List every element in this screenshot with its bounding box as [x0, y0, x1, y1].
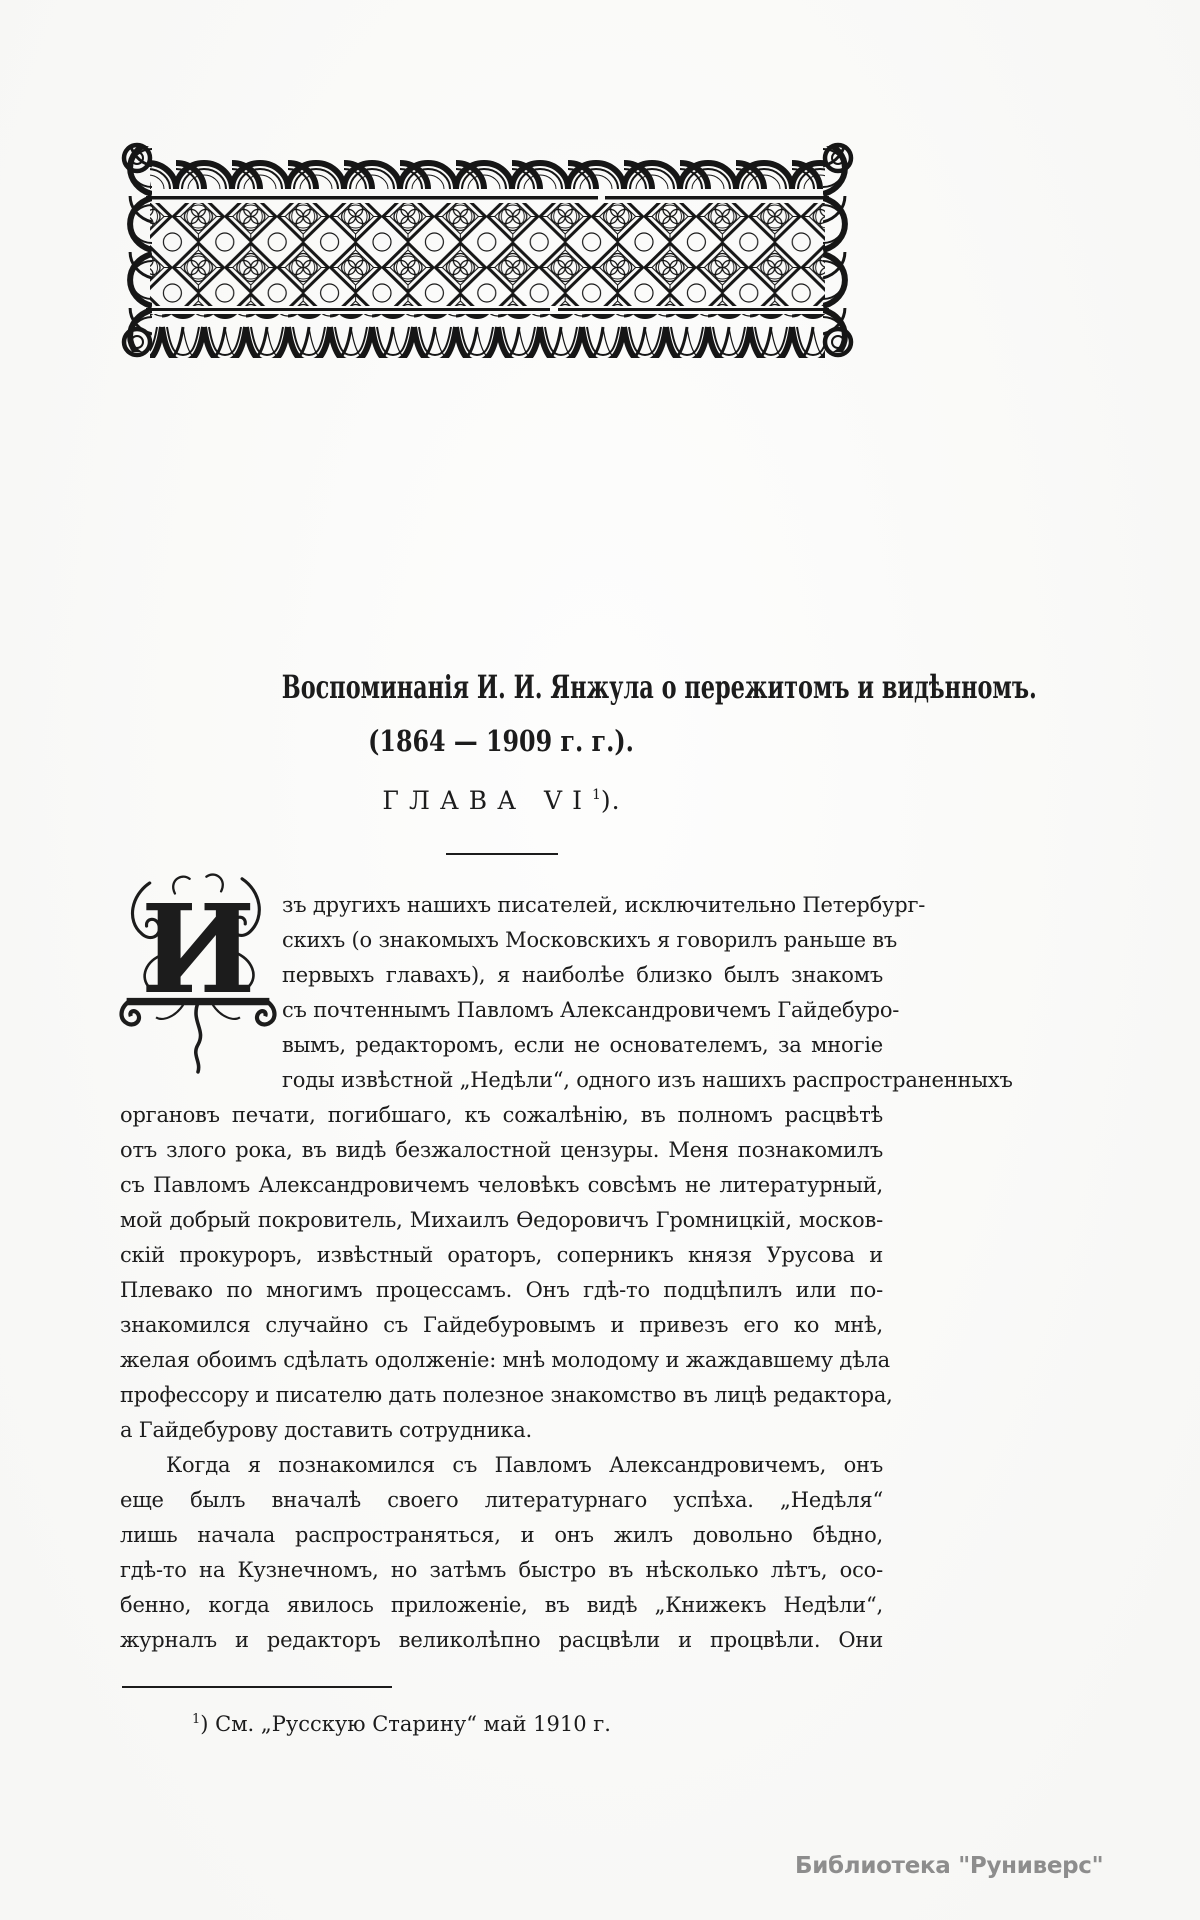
chapter-heading	[120, 786, 883, 815]
footnote-ref: 1	[192, 1712, 201, 1727]
text-line: журналъ и редакторъ великолѣпно расцвѣли и процвѣли. Они	[120, 1628, 883, 1652]
text-line: еще былъ вначалѣ своего литературнаго успѣха. „Недѣля“	[120, 1488, 883, 1512]
text-line: а Гайдебурову доставить сотрудника.	[120, 1418, 532, 1442]
text-line: лишь начала распространяться, и онъ жилъ довольно бѣдно,	[120, 1523, 883, 1547]
footnote-divider-rule	[122, 1686, 392, 1688]
chapter-label: ГЛАВА VI	[382, 786, 592, 815]
text-line: мой добрый покровитель, Михаилъ Ѳедоровичъ Громницкій, москов-	[120, 1208, 883, 1232]
text-line: гдѣ-то на Кузнечномъ, но затѣмъ быстро въ нѣсколько лѣтъ, осо-	[120, 1558, 883, 1582]
text-line: зъ другихъ нашихъ писателей, исключительно Петербург-	[282, 893, 926, 917]
drop-cap	[120, 878, 282, 1064]
text-line: скій прокуроръ, извѣстный ораторъ, соперникъ князя Урусова и	[120, 1243, 883, 1267]
page-title-text: Воспоминанія И. И. Янжула о пережитомъ и видѣнномъ.	[281, 668, 1037, 706]
text-line: съ Павломъ Александровичемъ человѣкъ совсѣмъ не литературный,	[120, 1173, 883, 1197]
text-line: первыхъ главахъ), я наиболѣе близко былъ знакомъ	[282, 963, 883, 987]
text-line: профессору и писателю дать полезное знакомство въ лицѣ редактора,	[120, 1383, 893, 1407]
text-line: Когда я познакомился съ Павломъ Александровичемъ, онъ	[166, 1453, 883, 1477]
text-line: знакомился случайно съ Гайдебуровымъ и привезъ его ко мнѣ,	[120, 1313, 883, 1337]
text-line: отъ злого рока, въ видѣ безжалостной цензуры. Меня познакомилъ	[120, 1138, 883, 1162]
text-line: Плевако по многимъ процессамъ. Онъ гдѣ-то подцѣпилъ или по-	[120, 1278, 883, 1302]
title-years	[120, 724, 883, 758]
text-line: скихъ (о знакомыхъ Московскихъ я говорилъ раньше въ	[282, 928, 898, 952]
interlace-band-graphic	[120, 140, 855, 360]
body-text	[120, 878, 1013, 1658]
title-years-text: (1864 — 1909 г. г.).	[368, 724, 635, 758]
library-watermark: Библиотека "Руниверс"	[795, 1853, 1104, 1879]
svg-text:И: И	[140, 878, 256, 1022]
text-line: годы извѣстной „Недѣли“, одного изъ нашихъ распространенныхъ	[282, 1068, 1013, 1092]
text-line: органовъ печати, погибшаго, къ сожалѣнію, въ полномъ расцвѣтѣ	[120, 1103, 883, 1127]
text-line: бенно, когда явилось приложеніе, въ видѣ „Книжекъ Недѣли“,	[120, 1593, 883, 1617]
chapter-suffix: ).	[600, 786, 621, 815]
chapter-divider-rule	[446, 853, 558, 855]
header-ornament	[120, 140, 855, 360]
footnote-text: ) См. „Русскую Старину“ май 1910 г.	[200, 1712, 611, 1736]
page-title	[120, 668, 1037, 706]
footnote	[192, 1712, 611, 1736]
ornate-initial-graphic	[114, 862, 282, 1074]
text-line: желая обоимъ сдѣлать одолженіе: мнѣ молодому и жаждавшему дѣла	[120, 1348, 891, 1372]
text-line: съ почтеннымъ Павломъ Александровичемъ Гайдебуро-	[282, 998, 900, 1022]
text-line: вымъ, редакторомъ, если не основателемъ, за многіе	[282, 1033, 883, 1057]
chapter-footnote-ref: 1	[591, 787, 601, 803]
